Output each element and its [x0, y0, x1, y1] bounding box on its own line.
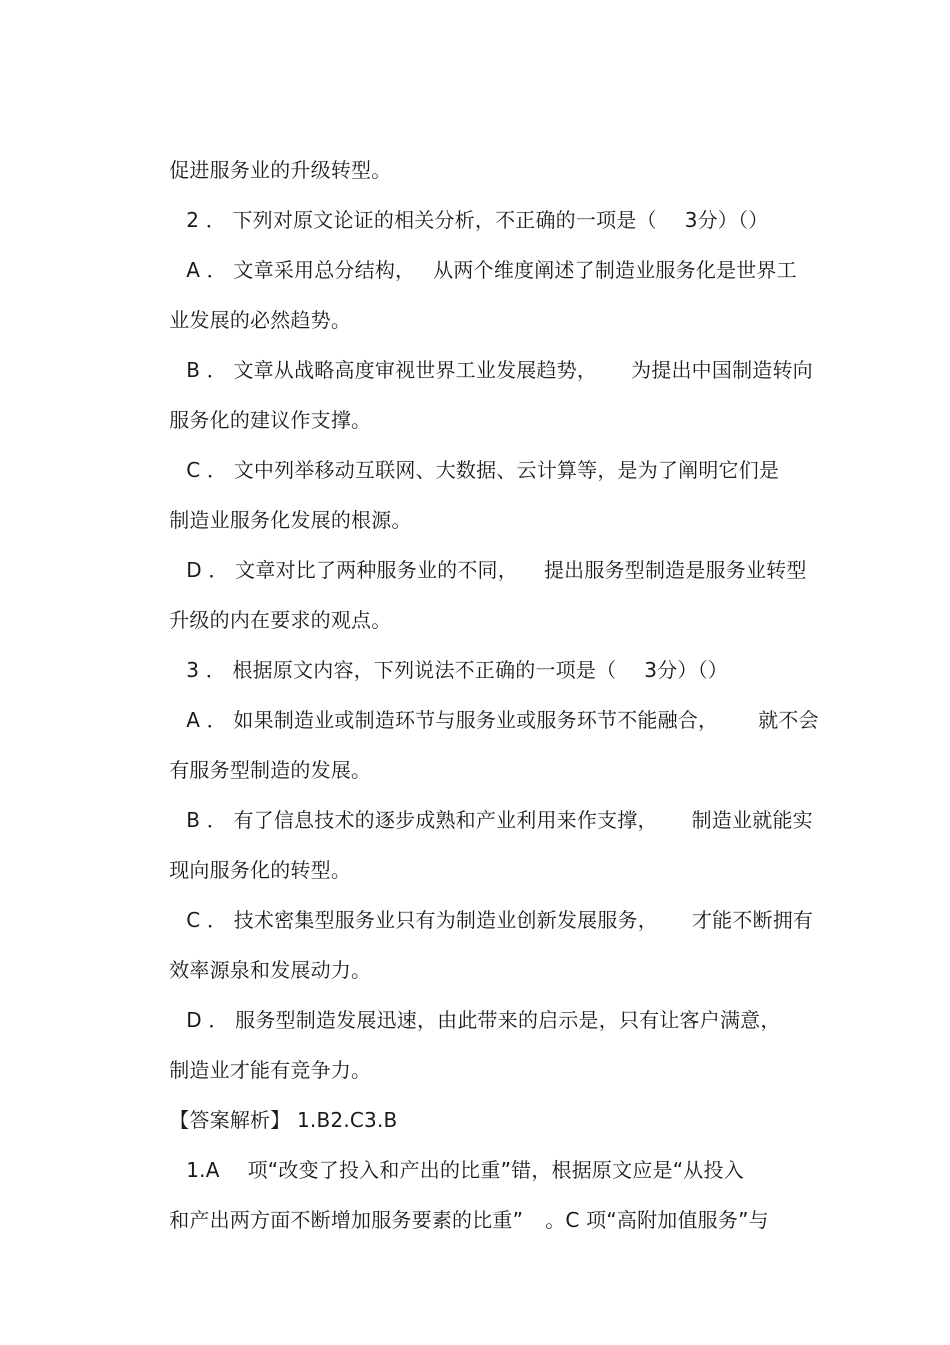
text-line: 服务化的建议作支撑。 [169, 408, 372, 432]
text-line: 业发展的必然趋势。 [169, 308, 352, 332]
question-2-stem: 2 ． 下列对原文论证的相关分析，不正确的一项是（ 3分）（） [186, 208, 769, 232]
text-line: 制造业服务化发展的根源。 [169, 508, 412, 532]
question-3-stem: 3 ． 根据原文内容，下列说法不正确的一项是（ 3分）（） [186, 658, 729, 682]
question-3-option-d: D ． 服务型制造发展迅速，由此带来的启示是，只有让客户满意， [186, 1008, 781, 1032]
question-3-option-a: A ． 如果制造业或制造环节与服务业或服务环节不能融合， 就不会 [186, 708, 819, 732]
question-2-option-b: B ． 文章从战略高度审视世界工业发展趋势， 为提出中国制造转向 [186, 358, 813, 382]
text-line: 促进服务业的升级转型。 [169, 158, 392, 182]
question-2-option-a: A ． 文章采用总分结构， 从两个维度阐述了制造业服务化是世界工 [186, 258, 797, 282]
text-line: 现向服务化的转型。 [169, 858, 352, 882]
text-line: 制造业才能有竞争力。 [169, 1058, 372, 1082]
text-line: 效率源泉和发展动力。 [169, 958, 372, 982]
text-line: 和产出两方面不断增加服务要素的比重” 。C 项“高附加值服务”与 [169, 1208, 769, 1232]
question-2-option-d: D ． 文章对比了两种服务业的不同， 提出服务型制造是服务业转型 [186, 558, 807, 582]
text-line: 有服务型制造的发展。 [169, 758, 372, 782]
question-2-option-c: C ． 文中列举移动互联网、大数据、云计算等，是为了阐明它们是 [186, 458, 780, 482]
question-3-option-c: C ． 技术密集型服务业只有为制造业创新发展服务， 才能不断拥有 [186, 908, 814, 932]
text-line: 升级的内在要求的观点。 [169, 608, 392, 632]
answer-heading: 【答案解析】 1.B2.C3.B [169, 1108, 398, 1132]
answer-explanation-1: 1.A 项“改变了投入和产出的比重”错，根据原文应是“从投入 [186, 1158, 744, 1182]
question-3-option-b: B ． 有了信息技术的逐步成熟和产业利用来作支撑， 制造业就能实 [186, 808, 813, 832]
